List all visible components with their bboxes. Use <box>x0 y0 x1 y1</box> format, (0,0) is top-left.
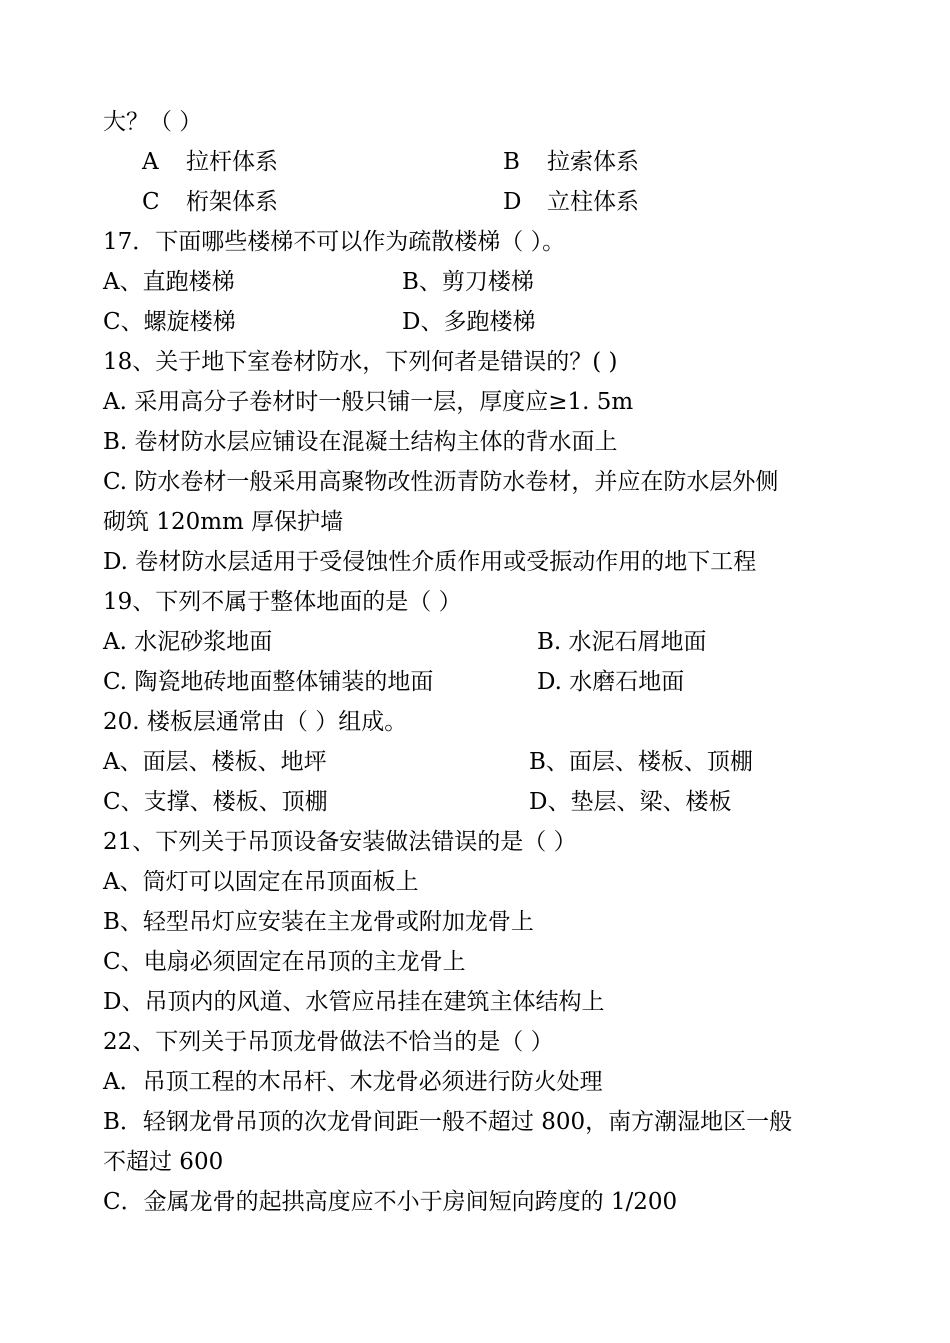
q20-options-row-1 <box>0 747 950 777</box>
q16-options-row-1 <box>0 147 950 177</box>
q19-options-row-1 <box>0 627 950 657</box>
q18-stem: 18、关于地下室卷材防水，下列何者是错误的？( ) <box>103 349 618 375</box>
q16-option-b-text: 拉索体系 <box>547 149 639 175</box>
q22-option-b-line-1: B．轻钢龙骨吊顶的次龙骨间距一般不超过 800，南方潮湿地区一般 <box>103 1109 793 1135</box>
q16-option-c-text: 桁架体系 <box>186 189 278 215</box>
q22-option-b-line-2: 不超过 600 <box>103 1149 224 1175</box>
q16-options-row-2 <box>0 187 950 217</box>
q18-option-c-line-2: 砌筑 120mm 厚保护墙 <box>103 509 344 535</box>
q17-options-row-1 <box>0 267 950 297</box>
q22-option-c: C．金属龙骨的起拱高度应不小于房间短向跨度的 1/200 <box>103 1189 678 1215</box>
q16-option-d-text: 立柱体系 <box>547 189 639 215</box>
q18-option-c-line-1: C. 防水卷材一般采用高聚物改性沥青防水卷材，并应在防水层外侧 <box>103 469 779 495</box>
q22-option-a: A．吊顶工程的木吊杆、木龙骨必须进行防火处理 <box>103 1069 603 1095</box>
q17-option-d: D、多跑楼梯 <box>402 309 536 335</box>
q21-option-a: A、筒灯可以固定在吊顶面板上 <box>103 869 419 895</box>
q17-option-c: C、螺旋楼梯 <box>103 309 236 335</box>
q20-options-row-2 <box>0 787 950 817</box>
q19-option-d: D. 水磨石地面 <box>537 669 685 695</box>
q17-stem: 17．下面哪些楼梯不可以作为疏散楼梯（ ）。 <box>103 229 566 255</box>
q16-option-d-letter: D <box>503 189 522 215</box>
q16-stem-tail: 大？（ ） <box>103 109 203 135</box>
q18-option-b: B. 卷材防水层应铺设在混凝土结构主体的背水面上 <box>103 429 618 455</box>
q20-option-a: A、面层、楼板、地坪 <box>103 749 327 775</box>
q17-option-b: B、剪刀楼梯 <box>402 269 534 295</box>
q19-stem: 19、下列不属于整体地面的是（ ） <box>103 589 462 615</box>
q17-option-a: A、直跑楼梯 <box>103 269 235 295</box>
q19-option-c: C. 陶瓷地砖地面整体铺装的地面 <box>103 669 434 695</box>
q18-option-a: A. 采用高分子卷材时一般只铺一层，厚度应≥1. 5m <box>103 389 634 415</box>
q20-stem: 20. 楼板层通常由（ ）组成。 <box>103 709 408 735</box>
q21-option-d: D、吊顶内的风道、水管应吊挂在建筑主体结构上 <box>103 989 605 1015</box>
q20-option-d: D、垫层、梁、楼板 <box>529 789 732 815</box>
q16-option-b-letter: B <box>503 149 520 175</box>
q22-stem: 22、下列关于吊顶龙骨做法不恰当的是（ ） <box>103 1029 554 1055</box>
q19-option-b: B. 水泥石屑地面 <box>537 629 707 655</box>
q18-option-d: D. 卷材防水层适用于受侵蚀性介质作用或受振动作用的地下工程 <box>103 549 757 575</box>
q21-stem: 21、下列关于吊顶设备安装做法错误的是（ ） <box>103 829 577 855</box>
q16-option-a-text: 拉杆体系 <box>186 149 278 175</box>
q17-options-row-2 <box>0 307 950 337</box>
q16-option-a-letter: A <box>142 149 159 175</box>
q19-option-a: A. 水泥砂浆地面 <box>103 629 273 655</box>
q21-option-c: C、电扇必须固定在吊顶的主龙骨上 <box>103 949 466 975</box>
q21-option-b: B、轻型吊灯应安装在主龙骨或附加龙骨上 <box>103 909 534 935</box>
q20-option-c: C、支撑、楼板、顶棚 <box>103 789 328 815</box>
q19-options-row-2 <box>0 667 950 697</box>
q20-option-b: B、面层、楼板、顶棚 <box>529 749 753 775</box>
q16-option-c-letter: C <box>142 189 160 215</box>
